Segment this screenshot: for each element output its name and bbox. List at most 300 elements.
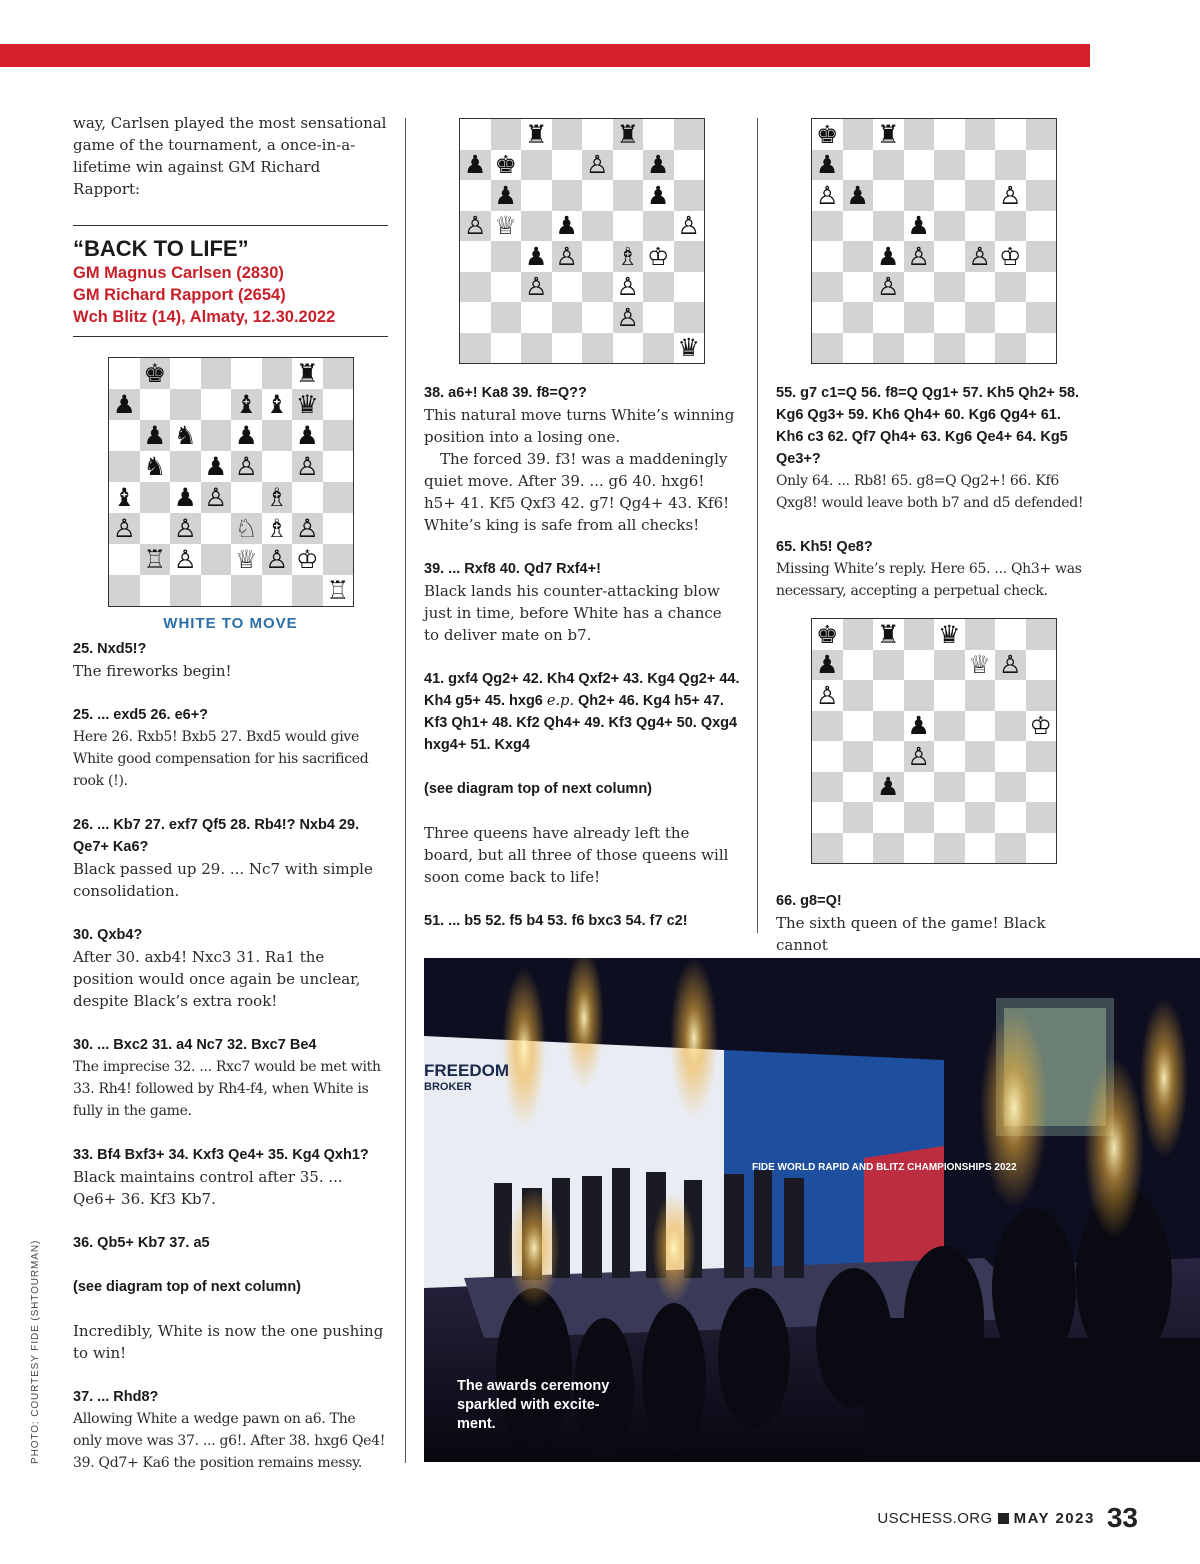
board-square bbox=[843, 333, 874, 364]
white-pawn-icon: ♙ bbox=[616, 302, 639, 332]
board-square bbox=[873, 619, 904, 650]
board-square bbox=[460, 241, 491, 272]
board-square bbox=[843, 241, 874, 272]
board-square bbox=[873, 650, 904, 681]
board-square bbox=[643, 180, 674, 211]
board-square bbox=[995, 619, 1026, 650]
board-square bbox=[995, 833, 1026, 864]
white-pawn-icon: ♙ bbox=[112, 512, 136, 543]
move-text: 30. ... Bxc2 31. a4 Nc7 32. Bxc7 Be4 bbox=[73, 1037, 317, 1053]
board-square bbox=[674, 302, 705, 333]
annotation-text: The fireworks begin! bbox=[73, 662, 232, 680]
board-square bbox=[995, 150, 1026, 181]
board-square bbox=[552, 180, 583, 211]
diagram-reference: (see diagram top of next column) bbox=[424, 781, 652, 797]
board-square bbox=[965, 741, 996, 772]
board-square bbox=[170, 389, 201, 420]
board-square bbox=[201, 389, 232, 420]
black-pawn-icon: ♟ bbox=[143, 419, 167, 450]
board-square bbox=[323, 544, 354, 575]
board-square bbox=[170, 513, 201, 544]
chess-diagram-4 bbox=[811, 618, 1057, 864]
board-square bbox=[109, 544, 140, 575]
board-square bbox=[643, 333, 674, 364]
page-footer bbox=[877, 1500, 1138, 1536]
board-square bbox=[995, 711, 1026, 742]
board-square bbox=[873, 711, 904, 742]
board-square bbox=[201, 451, 232, 482]
white-king-icon: ♔ bbox=[1029, 711, 1052, 741]
column-2 bbox=[424, 118, 740, 932]
white-king-icon: ♔ bbox=[647, 241, 670, 271]
board-square bbox=[995, 772, 1026, 803]
board-square bbox=[843, 833, 874, 864]
black-queen-icon: ♛ bbox=[938, 619, 961, 649]
board-square bbox=[109, 420, 140, 451]
board-square bbox=[965, 650, 996, 681]
board-square bbox=[843, 302, 874, 333]
board-square bbox=[934, 150, 965, 181]
board-square bbox=[873, 333, 904, 364]
board-square bbox=[231, 482, 262, 513]
board-square bbox=[552, 241, 583, 272]
white-player: GM Magnus Carlsen (2830) bbox=[73, 264, 284, 282]
annotation-text: Black maintains control after 35. ... Qe6+ 36. Kf3 Kb7. bbox=[73, 1168, 343, 1208]
black-pawn-icon: ♟ bbox=[816, 650, 839, 680]
white-pawn-icon: ♙ bbox=[555, 241, 578, 271]
board-square bbox=[613, 150, 644, 181]
board-square bbox=[904, 241, 935, 272]
board-square bbox=[521, 211, 552, 242]
board-square bbox=[904, 180, 935, 211]
board-square bbox=[873, 150, 904, 181]
board-square bbox=[613, 302, 644, 333]
board-square bbox=[674, 211, 705, 242]
board-square bbox=[812, 619, 843, 650]
board-square bbox=[995, 650, 1026, 681]
board-square bbox=[934, 619, 965, 650]
board-square bbox=[965, 833, 996, 864]
white-pawn-icon: ♙ bbox=[295, 450, 319, 481]
board-square bbox=[843, 741, 874, 772]
board-square bbox=[231, 420, 262, 451]
board-square bbox=[262, 513, 293, 544]
board-square bbox=[170, 482, 201, 513]
board-square bbox=[170, 451, 201, 482]
board-square bbox=[965, 772, 996, 803]
board-square bbox=[843, 772, 874, 803]
board-square bbox=[873, 119, 904, 150]
white-bishop-icon: ♗ bbox=[265, 481, 289, 512]
black-pawn-icon: ♟ bbox=[464, 150, 487, 180]
board-square bbox=[934, 680, 965, 711]
board-square bbox=[1026, 272, 1057, 303]
board-square bbox=[873, 180, 904, 211]
board-square bbox=[904, 272, 935, 303]
black-knight-icon: ♞ bbox=[143, 450, 167, 481]
board-square bbox=[109, 358, 140, 389]
board-square bbox=[582, 333, 613, 364]
board-square bbox=[934, 302, 965, 333]
board-square bbox=[1026, 772, 1057, 803]
footer-site: USCHESS.ORG bbox=[877, 1509, 993, 1527]
board-square bbox=[812, 272, 843, 303]
board-square bbox=[140, 389, 171, 420]
white-queen-icon: ♕ bbox=[494, 211, 517, 241]
title-rule-top bbox=[73, 225, 388, 226]
black-queen-icon: ♛ bbox=[677, 333, 700, 363]
board-square bbox=[934, 802, 965, 833]
board-square bbox=[1026, 833, 1057, 864]
board-square bbox=[995, 241, 1026, 272]
board-square bbox=[521, 333, 552, 364]
board-square bbox=[873, 241, 904, 272]
board-square bbox=[812, 119, 843, 150]
chess-diagram-1 bbox=[108, 357, 354, 607]
board-square bbox=[521, 272, 552, 303]
black-pawn-icon: ♟ bbox=[204, 450, 228, 481]
board-square bbox=[582, 302, 613, 333]
board-square bbox=[995, 333, 1026, 364]
board-square bbox=[323, 513, 354, 544]
board-square bbox=[292, 544, 323, 575]
board-square bbox=[934, 119, 965, 150]
chess-diagram-2 bbox=[459, 118, 705, 364]
board-square bbox=[904, 772, 935, 803]
black-queen-icon: ♛ bbox=[295, 388, 319, 419]
board-square bbox=[965, 802, 996, 833]
diagram-reference: (see diagram top of next column) bbox=[73, 1279, 301, 1295]
black-pawn-icon: ♟ bbox=[647, 150, 670, 180]
board-square bbox=[965, 333, 996, 364]
move-text: 37. ... Rhd8? bbox=[73, 1389, 159, 1405]
board-square bbox=[201, 575, 232, 606]
board-square bbox=[965, 619, 996, 650]
board-square bbox=[231, 389, 262, 420]
board-square bbox=[812, 150, 843, 181]
board-square bbox=[904, 333, 935, 364]
board-square bbox=[843, 802, 874, 833]
move-text: 38. a6+! Ka8 39. f8=Q?? bbox=[424, 385, 587, 401]
board-square bbox=[995, 680, 1026, 711]
board-square bbox=[140, 358, 171, 389]
board-square bbox=[231, 544, 262, 575]
white-pawn-icon: ♙ bbox=[173, 512, 197, 543]
white-pawn-icon: ♙ bbox=[586, 150, 609, 180]
black-rook-icon: ♜ bbox=[295, 357, 319, 388]
board-square bbox=[201, 482, 232, 513]
board-square bbox=[109, 451, 140, 482]
chess-diagram-3 bbox=[811, 118, 1057, 364]
white-pawn-icon: ♙ bbox=[265, 543, 289, 574]
black-pawn-icon: ♟ bbox=[112, 388, 136, 419]
white-pawn-icon: ♙ bbox=[816, 180, 839, 210]
white-pawn-icon: ♙ bbox=[616, 272, 639, 302]
white-knight-icon: ♘ bbox=[234, 512, 258, 543]
board-square bbox=[201, 420, 232, 451]
board-square bbox=[140, 513, 171, 544]
board-square bbox=[812, 333, 843, 364]
board-square bbox=[323, 575, 354, 606]
awards-ceremony-photo bbox=[424, 958, 1200, 1462]
board-square bbox=[965, 119, 996, 150]
board-square bbox=[1026, 333, 1057, 364]
board-square bbox=[674, 272, 705, 303]
board-square bbox=[521, 180, 552, 211]
board-square bbox=[904, 302, 935, 333]
black-pawn-icon: ♟ bbox=[647, 180, 670, 210]
board-square bbox=[934, 650, 965, 681]
board-square bbox=[491, 302, 522, 333]
black-pawn-icon: ♟ bbox=[295, 419, 319, 450]
move-text: 30. Qxb4? bbox=[73, 927, 143, 943]
board-square bbox=[140, 544, 171, 575]
white-pawn-icon: ♙ bbox=[999, 180, 1022, 210]
board-square bbox=[201, 358, 232, 389]
board-square bbox=[521, 150, 552, 181]
event-info: Wch Blitz (14), Almaty, 12.30.2022 bbox=[73, 308, 336, 326]
move-text: 25. ... exd5 26. e6+? bbox=[73, 707, 209, 723]
annotation-text: Here 26. Rxb5! Bxb5 27. Bxd5 would give White good compensation for his sacrificed rook (!). bbox=[73, 729, 369, 789]
white-rook-icon: ♖ bbox=[143, 543, 167, 574]
board-square bbox=[812, 650, 843, 681]
board-square bbox=[843, 211, 874, 242]
board-square bbox=[812, 211, 843, 242]
black-king-icon: ♚ bbox=[816, 619, 839, 649]
board-square bbox=[965, 150, 996, 181]
annotation-text: Three queens have already left the board, but all three of those queens will soon come back to life! bbox=[424, 824, 729, 886]
board-square bbox=[873, 802, 904, 833]
intro-text: way, Carlsen played the most sensational game of the tournament, a once-in-a-lifetime win against GM Richard Rapport: bbox=[73, 114, 387, 198]
board-square bbox=[170, 575, 201, 606]
black-rook-icon: ♜ bbox=[616, 119, 639, 149]
board-square bbox=[1026, 180, 1057, 211]
board-square bbox=[1026, 650, 1057, 681]
board-square bbox=[460, 272, 491, 303]
board-square bbox=[995, 180, 1026, 211]
white-king-icon: ♔ bbox=[295, 543, 319, 574]
board-square bbox=[812, 833, 843, 864]
board-square bbox=[873, 272, 904, 303]
board-square bbox=[934, 711, 965, 742]
board-square bbox=[812, 772, 843, 803]
black-pawn-icon: ♟ bbox=[846, 180, 869, 210]
board-square bbox=[843, 680, 874, 711]
board-square bbox=[552, 211, 583, 242]
board-square bbox=[231, 575, 262, 606]
board-square bbox=[170, 544, 201, 575]
board-square bbox=[140, 420, 171, 451]
annotation-text: Black lands his counter-attacking blow just in time, before White has a chance to deliver mate on b7. bbox=[424, 582, 722, 644]
board-square bbox=[643, 150, 674, 181]
board-square bbox=[460, 333, 491, 364]
board-square bbox=[323, 389, 354, 420]
board-square bbox=[812, 241, 843, 272]
board-square bbox=[262, 358, 293, 389]
black-pawn-icon: ♟ bbox=[816, 150, 839, 180]
board-square bbox=[613, 180, 644, 211]
board-square bbox=[231, 513, 262, 544]
banner-right-text: FIDE WORLD RAPID AND BLITZ CHAMPIONSHIPS 2022 bbox=[752, 1162, 1017, 1173]
move-text: 26. ... Kb7 27. exf7 Qf5 28. Rb4!? Nxb4 29. Qe7+ Ka6? bbox=[73, 817, 360, 855]
white-pawn-icon: ♙ bbox=[525, 272, 548, 302]
white-pawn-icon: ♙ bbox=[464, 211, 487, 241]
board-square bbox=[582, 150, 613, 181]
board-square bbox=[582, 241, 613, 272]
black-pawn-icon: ♟ bbox=[877, 772, 900, 802]
board-square bbox=[965, 211, 996, 242]
board-square bbox=[843, 619, 874, 650]
annotation-text: Allowing White a wedge pawn on a6. The only move was 37. ... g6!. After 38. hxg6 Qe4! 39. Qd7+ Ka6 the position remains messy. bbox=[73, 1411, 386, 1471]
board-square bbox=[552, 272, 583, 303]
black-pawn-icon: ♟ bbox=[234, 419, 258, 450]
board-square bbox=[292, 451, 323, 482]
black-pawn-icon: ♟ bbox=[907, 711, 930, 741]
white-queen-icon: ♕ bbox=[234, 543, 258, 574]
board-square bbox=[292, 389, 323, 420]
photo-caption: The awards ceremony sparkled with excite-ment. bbox=[457, 1378, 610, 1432]
board-square bbox=[323, 358, 354, 389]
board-square bbox=[582, 272, 613, 303]
board-square bbox=[1026, 302, 1057, 333]
board-square bbox=[643, 272, 674, 303]
white-pawn-icon: ♙ bbox=[999, 650, 1022, 680]
annotation-text: The sixth queen of the game! Black cannot bbox=[776, 914, 1046, 954]
black-pawn-icon: ♟ bbox=[555, 211, 578, 241]
board-square bbox=[934, 833, 965, 864]
board-square bbox=[965, 272, 996, 303]
board-square bbox=[843, 180, 874, 211]
board-square bbox=[613, 211, 644, 242]
board-square bbox=[552, 333, 583, 364]
column-1 bbox=[73, 112, 388, 1474]
board-square bbox=[873, 772, 904, 803]
board-square bbox=[613, 333, 644, 364]
board-square bbox=[460, 150, 491, 181]
board-square bbox=[460, 302, 491, 333]
annotation-text: The imprecise 32. ... Rxc7 would be met with 33. Rh4! followed by Rh4-f4, when White is fully in the game. bbox=[73, 1059, 381, 1119]
board-square bbox=[460, 119, 491, 150]
column-rule-1 bbox=[405, 118, 406, 1463]
board-square bbox=[323, 451, 354, 482]
board-square bbox=[904, 741, 935, 772]
board-square bbox=[292, 513, 323, 544]
black-pawn-icon: ♟ bbox=[525, 241, 548, 271]
board-square bbox=[674, 180, 705, 211]
black-pawn-icon: ♟ bbox=[877, 241, 900, 271]
board-square bbox=[521, 119, 552, 150]
page-number: 33 bbox=[1106, 1502, 1138, 1533]
board-square bbox=[613, 272, 644, 303]
board-square bbox=[491, 333, 522, 364]
board-square bbox=[995, 302, 1026, 333]
board-square bbox=[1026, 119, 1057, 150]
black-rook-icon: ♜ bbox=[877, 119, 900, 149]
board-square bbox=[1026, 241, 1057, 272]
board-square bbox=[873, 680, 904, 711]
board-square bbox=[995, 802, 1026, 833]
board-square bbox=[904, 211, 935, 242]
board-square bbox=[904, 119, 935, 150]
board-square bbox=[904, 711, 935, 742]
white-pawn-icon: ♙ bbox=[907, 741, 930, 771]
board-square bbox=[109, 482, 140, 513]
black-bishop-icon: ♝ bbox=[234, 388, 258, 419]
photo-credit: PHOTO: COURTESY FIDE (SHTOURMAN) bbox=[30, 1239, 41, 1464]
board-square bbox=[812, 802, 843, 833]
board-square bbox=[812, 180, 843, 211]
board-square bbox=[934, 211, 965, 242]
board-square bbox=[812, 680, 843, 711]
board-square bbox=[843, 650, 874, 681]
move-text: 33. Bf4 Bxf3+ 34. Kxf3 Qe4+ 35. Kg4 Qxh1? bbox=[73, 1147, 369, 1163]
board-square bbox=[1026, 680, 1057, 711]
board-square bbox=[613, 241, 644, 272]
board-square bbox=[292, 575, 323, 606]
board-square bbox=[1026, 619, 1057, 650]
board-square bbox=[491, 119, 522, 150]
annotation-text: Black passed up 29. ... Nc7 with simple consolidation. bbox=[73, 860, 373, 900]
diagram-caption: WHITE TO MOVE bbox=[163, 615, 298, 632]
board-square bbox=[643, 241, 674, 272]
board-square bbox=[491, 150, 522, 181]
board-square bbox=[674, 119, 705, 150]
move-text: 65. Kh5! Qe8? bbox=[776, 539, 873, 555]
board-square bbox=[843, 711, 874, 742]
board-square bbox=[582, 119, 613, 150]
black-knight-icon: ♞ bbox=[173, 419, 197, 450]
move-text: 51. ... b5 52. f5 b4 53. f6 bxc3 54. f7 c2! bbox=[424, 913, 688, 929]
white-queen-icon: ♕ bbox=[968, 650, 991, 680]
board-square bbox=[1026, 211, 1057, 242]
board-square bbox=[491, 241, 522, 272]
move-text: 36. Qb5+ Kb7 37. a5 bbox=[73, 1235, 210, 1251]
board-square bbox=[843, 150, 874, 181]
board-square bbox=[812, 741, 843, 772]
board-square bbox=[231, 451, 262, 482]
move-text: 55. g7 c1=Q 56. f8=Q Qg1+ 57. Kh5 Qh2+ 58. Kg6 Qg3+ 59. Kh6 Qh4+ 60. Kg6 Qg4+ 61. Kh6 c3 62. Qf7 Qh4+ 63. Kg6 Qe4+ 64. Kg5 Qe3+? bbox=[776, 385, 1080, 467]
board-square bbox=[1026, 802, 1057, 833]
column-rule-2 bbox=[757, 118, 758, 933]
board-square bbox=[674, 241, 705, 272]
board-square bbox=[262, 544, 293, 575]
board-square bbox=[965, 711, 996, 742]
annotation-text: Only 64. ... Rb8! 65. g8=Q Qg2+! 66. Kf6 Qxg8! would leave both b7 and d5 defended! bbox=[776, 473, 1084, 511]
black-king-icon: ♚ bbox=[143, 357, 167, 388]
board-square bbox=[140, 482, 171, 513]
annotation-text: After 30. axb4! Nxc3 31. Ra1 the position would once again be unclear, despite Black’s extra rook! bbox=[73, 948, 361, 1010]
board-square bbox=[904, 619, 935, 650]
board-square bbox=[231, 358, 262, 389]
board-square bbox=[170, 420, 201, 451]
board-square bbox=[965, 180, 996, 211]
board-square bbox=[292, 482, 323, 513]
board-square bbox=[934, 333, 965, 364]
white-pawn-icon: ♙ bbox=[295, 512, 319, 543]
board-square bbox=[873, 741, 904, 772]
board-square bbox=[323, 420, 354, 451]
board-square bbox=[262, 575, 293, 606]
board-square bbox=[843, 272, 874, 303]
board-square bbox=[934, 772, 965, 803]
board-square bbox=[1026, 741, 1057, 772]
game-title: “BACK TO LIFE” bbox=[73, 236, 249, 261]
board-square bbox=[491, 272, 522, 303]
board-square bbox=[904, 833, 935, 864]
move-text: 66. g8=Q! bbox=[776, 893, 842, 909]
board-square bbox=[643, 119, 674, 150]
board-square bbox=[965, 302, 996, 333]
